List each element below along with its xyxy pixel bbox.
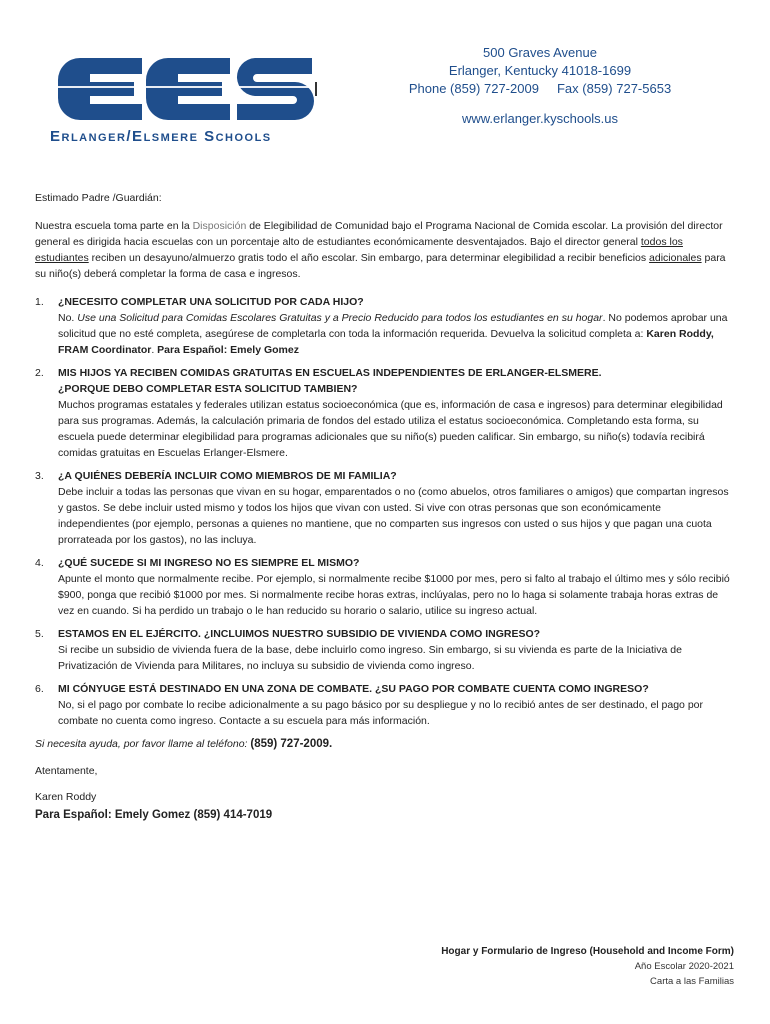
faq-question: ¿NECESITO COMPLETAR UNA SOLICITUD POR CADA HIJO?: [58, 296, 364, 308]
logo-caption: Erlanger/Elsmere Schools: [50, 128, 272, 145]
help-line: [35, 736, 735, 752]
faq-question: MIS HIJOS YA RECIBEN COMIDAS GRATUITAS EN ESCUELAS INDEPENDIENTES DE ERLANGER-ELSMERE.: [58, 367, 602, 379]
ees-logo: [50, 50, 320, 150]
school-address: [390, 44, 690, 128]
faq-answer: Si recibe un subsidio de vivienda fuera de la base, debe incluirlo como ingreso. Sin embargo, si su vivienda es parte de la Iniciativa de Privatización de Vivienda para Militares, no incluya su subsidio de vivienda como ingreso.: [58, 644, 682, 672]
footer-title: Hogar y Formulario de Ingreso (Household and Income Form): [441, 946, 734, 957]
faq-answer: Apunte el monto que normalmente recibe. Por ejemplo, si normalmente recibe $1000 por mes, pero si falto al trabajo el último mes y sólo recibió $900, ponga que recibió $1000 por mes. Si normalmente recibe horas extras, inclúyalas, pero no lo haga si solamente trabaja horas extras de vez en cuando. Si ha perdido un trabajo o le han reducido su horario o salario, utilice su ingreso actual.: [58, 573, 730, 617]
faq-item-4: [35, 555, 735, 619]
faq-answer: Debe incluir a todas las personas que vivan en su hogar, emparentados o no (como abuelos, otros familiares o amigos) que compartan ingresos y gastos. Se debe incluir usted mismo y todos los hijos que vivan con usted. Si vive con otras personas que son económicamente independientes (por ejemplo, personas a quienes no mantiene, que no comparten sus ingresos con usted o sus hijos y que pagan una cuota prorrateada por los gastos), no las incluya.: [58, 486, 729, 546]
faq-item-6: [35, 681, 735, 729]
faq-item-1: [35, 294, 735, 358]
faq-question: ESTAMOS EN EL EJÉRCITO. ¿INCLUIMOS NUESTRO SUBSIDIO DE VIVIENDA COMO INGRESO?: [58, 628, 541, 640]
closing: Atentamente,: [35, 764, 98, 777]
intro-paragraph: Nuestra escuela toma parte en la Disposición de Elegibilidad de Comunidad bajo el Programa Nacional de Comida escolar. La provisión del director general es dirigida hacia escuelas con un porcentaje alto de estudiantes económicamente desventajados. Bajo el director general todos los estudiantes reciben un desayuno/almuerzo gratis todo el año escolar. Sin embargo, para determinar elegibilidad a recibir beneficios adicionales para su niño(s) deberá completar la forma de casa e ingresos.: [35, 220, 726, 280]
faq-item-3: [35, 468, 735, 548]
header-divider: [315, 82, 317, 96]
faq-number: 6.: [35, 683, 44, 695]
faq-item-2: [35, 365, 735, 461]
address-street: 500 Graves Avenue: [483, 45, 597, 60]
footer: [441, 944, 734, 989]
faq-number: 2.: [35, 367, 44, 379]
faq-answer: No, si el pago por combate lo recibe adicionalmente a su pago básico por su despliegue y no lo recibió antes de ser destinado, el pago por combate no cuenta como ingreso. Contacte a su escuela para más información.: [58, 699, 703, 727]
faq-question: MI CÓNYUGE ESTÁ DESTINADO EN UNA ZONA DE COMBATE. ¿SU PAGO POR COMBATE CUENTA COMO INGRESO?: [58, 683, 649, 695]
faq-answer: Muchos programas estatales y federales utilizan estatus socioeconómica (que es, información de casa e ingresos) para determinar elegibilidad para sus programas. Además, la calculación primaria de fondos del estado utiliza el estatus socioeconómica. Completando esta forma, su escuela puede determinar elegibilidad para programas adicionales que su niño(s) pueden calificar. Sin embargo, su niño(s) todavía recibirá comidas gratuitas en Escuelas Erlanger-Elsmere.: [58, 399, 723, 459]
faq-item-5: [35, 626, 735, 674]
faq-answer: No. Use una Solicitud para Comidas Escolares Gratuitas y a Precio Reducido para todos los estudiantes en su hogar. No podemos aprobar una solicitud que no esté completa, asegúrese de completarla con toda la información requerida. Devuelva la solicitud completa a: Karen Roddy, FRAM Coordinator. Para Español: Emely Gomez: [58, 312, 728, 356]
help-text: Si necesita ayuda, por favor llame al teléfono:: [35, 738, 251, 750]
phone-fax: Phone (859) 727-2009 Fax (859) 727-5653: [408, 81, 672, 96]
faq-question: ¿A QUIÉNES DEBERÍA INCLUIR COMO MIEMBROS DE MI FAMILIA?: [58, 470, 397, 482]
faq-number: 4.: [35, 557, 44, 569]
help-phone: (859) 727-2009.: [250, 738, 333, 750]
salutation: Estimado Padre /Guardián:: [35, 192, 162, 204]
faq-number: 5.: [35, 628, 44, 640]
footer-doc: Carta a las Familias: [650, 976, 734, 987]
faq-question-sub: ¿PORQUE DEBO COMPLETAR ESTA SOLICITUD TAMBIEN?: [58, 383, 358, 395]
footer-year: Año Escolar 2020-2021: [634, 961, 734, 972]
address-city: Erlanger, Kentucky 41018-1699: [448, 63, 632, 78]
faq-question: ¿QUÉ SUCEDE SI MI INGRESO NO ES SIEMPRE EL MISMO?: [58, 557, 360, 569]
letter-body: [35, 190, 735, 823]
spanish-contact: Para Español: Emely Gomez (859) 414-7019: [35, 808, 273, 821]
faq-number: 3.: [35, 470, 44, 482]
signer-name: Karen Roddy: [35, 790, 97, 803]
faq-number: 1.: [35, 296, 44, 308]
website-link[interactable]: www.erlanger.kyschools.us: [461, 111, 619, 126]
ees-logo-mark: [50, 50, 320, 128]
